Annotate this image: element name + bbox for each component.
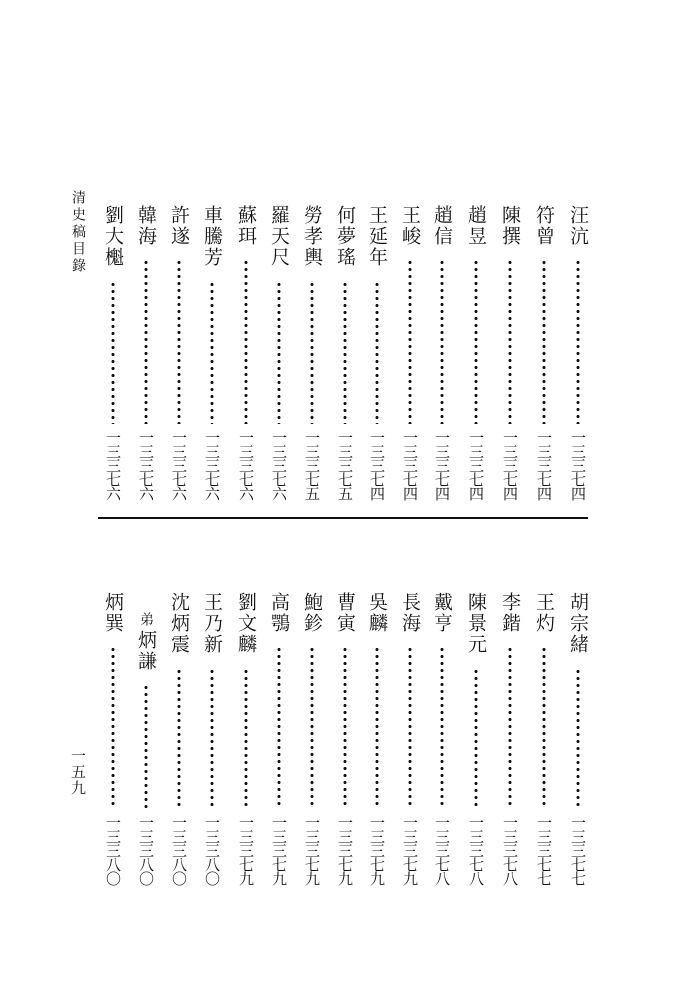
dot-leader: [508, 646, 512, 809]
page-number: 一五九: [69, 748, 87, 796]
entry-name: 鮑鉁: [301, 592, 323, 634]
dot-leader: [144, 259, 148, 424]
entry-page-number: 一三三七八: [467, 815, 485, 885]
entry-name: 陳撰: [499, 205, 521, 247]
entry-page-number: 一三三七九: [401, 815, 419, 885]
dot-leader: [474, 259, 478, 424]
entry-page-number: 一三三七六: [270, 430, 288, 500]
entry-name: 蘇珥: [235, 205, 257, 247]
entry-page-number: 一三三七七: [535, 815, 553, 885]
dot-leader: [542, 259, 546, 424]
entry-page-number: 一三三七七: [569, 815, 587, 885]
entry-page-number: 一三三七四: [368, 430, 386, 500]
entry-page-number: 一三三八〇: [203, 815, 221, 885]
toc-entry: [361, 205, 393, 510]
toc-entry: [494, 592, 526, 895]
toc-entry: [130, 592, 162, 895]
entry-page-number: 一三三八〇: [104, 815, 122, 885]
toc-entry: [562, 205, 594, 510]
entry-page-number: 一三三八〇: [137, 815, 155, 885]
toc-entry: [460, 592, 492, 895]
entry-name: 王乃新: [201, 592, 223, 655]
entry-page-number: 一三三七四: [535, 430, 553, 500]
dot-leader: [210, 281, 214, 424]
dot-leader: [277, 646, 281, 809]
dot-leader: [474, 668, 478, 809]
entry-name: 羅天尺: [268, 205, 290, 268]
entry-name: 勞孝輿: [301, 205, 323, 268]
entry-relation-prefix: 弟: [138, 612, 154, 626]
entry-page-number: 一三三七四: [433, 430, 451, 500]
toc-entry: [361, 592, 393, 895]
dot-leader: [177, 259, 181, 424]
entry-page-number: 一三三七八: [433, 815, 451, 885]
dot-leader: [576, 259, 580, 424]
entry-name: 王延年: [366, 205, 388, 268]
dot-leader: [542, 646, 546, 809]
entry-name: 高鶚: [268, 592, 290, 634]
toc-entry: [460, 205, 492, 510]
entry-page-number: 一三三七九: [237, 815, 255, 885]
toc-entry: [426, 592, 458, 895]
section-divider: [98, 517, 588, 519]
dot-leader: [440, 646, 444, 809]
toc-entry: [562, 592, 594, 895]
dot-leader: [177, 668, 181, 809]
dot-leader: [343, 281, 347, 424]
entry-name: 劉文麟: [235, 592, 257, 655]
dot-leader: [408, 259, 412, 424]
entry-page-number: 一三三八〇: [170, 815, 188, 885]
entry-name: 胡宗緒: [567, 592, 589, 655]
dot-leader: [277, 281, 281, 424]
toc-entry: [394, 205, 426, 510]
toc-entry: [494, 205, 526, 510]
toc-entry: [163, 205, 195, 510]
entry-name: 曹寅: [334, 592, 356, 634]
dot-leader: [375, 646, 379, 809]
entry-page-number: 一三三七九: [303, 815, 321, 885]
entry-name: 劉大櫆: [102, 205, 124, 268]
entry-name: 何夢瑤: [334, 205, 356, 268]
entry-name: 趙昱: [465, 205, 487, 247]
entry-name: 炳巽: [102, 592, 124, 634]
entry-name: 陳景元: [465, 592, 487, 655]
toc-entry: [296, 205, 328, 510]
dot-leader: [576, 668, 580, 809]
entry-page-number: 一三三七六: [104, 430, 122, 500]
entry-name: 李鍇: [499, 592, 521, 634]
dot-leader: [144, 684, 148, 809]
dot-leader: [244, 259, 248, 424]
entry-page-number: 一三三七六: [170, 430, 188, 500]
entry-page-number: 一三三七四: [569, 430, 587, 500]
entry-name: 韓海: [135, 205, 157, 247]
entry-page-number: 一三三七五: [336, 430, 354, 500]
entry-name: 車騰芳: [201, 205, 223, 268]
toc-entry: [196, 205, 228, 510]
entry-page-number: 一三三七八: [501, 815, 519, 885]
dot-leader: [111, 646, 115, 809]
dot-leader: [440, 259, 444, 424]
dot-leader: [210, 668, 214, 809]
entry-name: 汪沆: [567, 205, 589, 247]
entry-name: 王峻: [399, 205, 421, 247]
running-head: 清史稿目錄: [70, 190, 86, 275]
toc-entry: [528, 592, 560, 895]
dot-leader: [508, 259, 512, 424]
entry-page-number: 一三三七九: [368, 815, 386, 885]
dot-leader: [244, 668, 248, 809]
toc-entry: [97, 592, 129, 895]
toc-entry: [163, 592, 195, 895]
toc-entry: [426, 205, 458, 510]
entry-page-number: 一三三七四: [501, 430, 519, 500]
toc-entry: [329, 592, 361, 895]
entry-page-number: 一三三七九: [270, 815, 288, 885]
toc-entry: [196, 592, 228, 895]
entry-page-number: 一三三七六: [237, 430, 255, 500]
entry-name: 吳麟: [366, 592, 388, 634]
toc-entry: [394, 592, 426, 895]
toc-entry: [230, 205, 262, 510]
toc-entry: [97, 205, 129, 510]
entry-name: 炳謙: [135, 630, 157, 672]
dot-leader: [343, 646, 347, 809]
entry-name: 戴亨: [431, 592, 453, 634]
toc-entry: [296, 592, 328, 895]
entry-page-number: 一三三七五: [303, 430, 321, 500]
dot-leader: [310, 646, 314, 809]
entry-page-number: 一三三七六: [137, 430, 155, 500]
dot-leader: [408, 646, 412, 809]
entry-page-number: 一三三七四: [467, 430, 485, 500]
toc-entry: [329, 205, 361, 510]
entry-name: 王灼: [533, 592, 555, 634]
toc-entry: [528, 205, 560, 510]
entry-name: 沈炳震: [168, 592, 190, 655]
entry-page-number: 一三三七九: [336, 815, 354, 885]
entry-name: 許遂: [168, 205, 190, 247]
entry-name: 趙信: [431, 205, 453, 247]
toc-entry: [263, 205, 295, 510]
dot-leader: [111, 281, 115, 424]
entry-name: 符曾: [533, 205, 555, 247]
toc-entry: [263, 592, 295, 895]
dot-leader: [375, 281, 379, 424]
dot-leader: [310, 281, 314, 424]
entry-page-number: 一三三七四: [401, 430, 419, 500]
entry-name: 長海: [399, 592, 421, 634]
toc-entry: [230, 592, 262, 895]
toc-entry: [130, 205, 162, 510]
entry-page-number: 一三三七六: [203, 430, 221, 500]
